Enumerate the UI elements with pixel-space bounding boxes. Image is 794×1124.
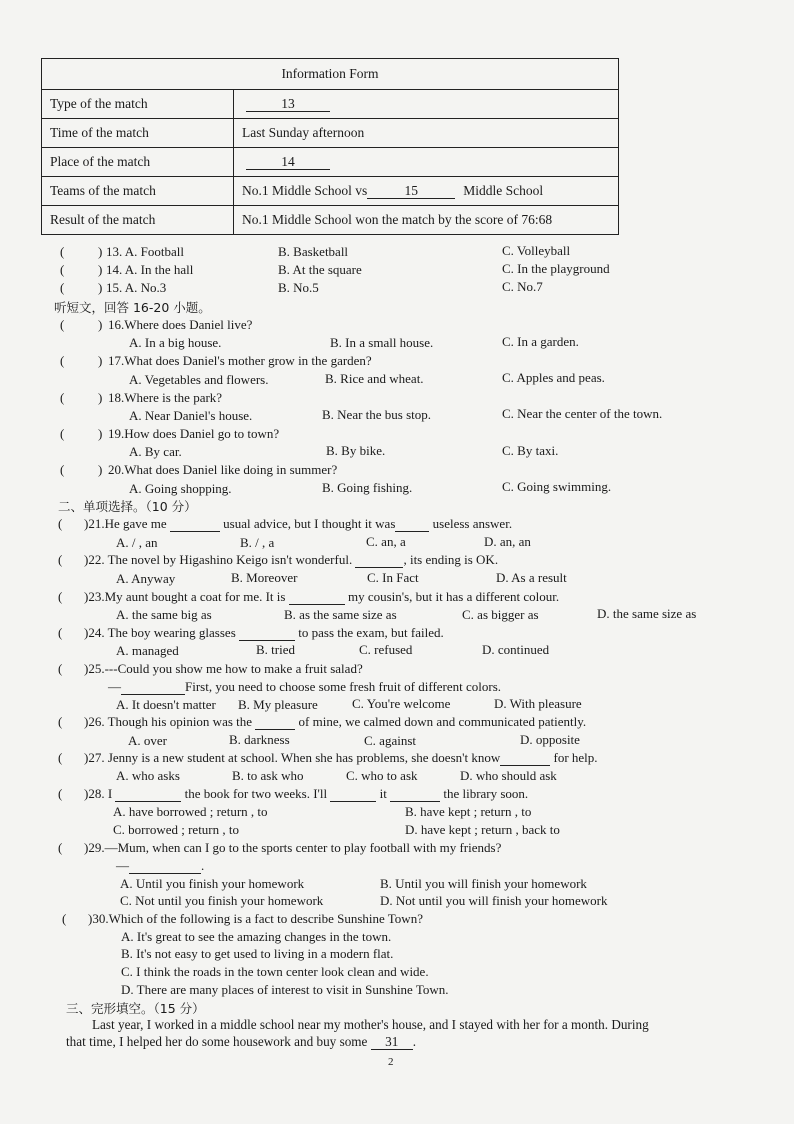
information-form (41, 58, 619, 235)
section-listen-heading: 听短文，回答 16-20 小题。 (54, 300, 211, 315)
form-row: Place of the match 14 (42, 148, 619, 177)
blank-14: 14 (246, 155, 330, 170)
form-row: Type of the match 13 (42, 90, 619, 119)
blank-15: 15 (367, 184, 455, 199)
section-2-heading: 二、单项选择。（10 分） (58, 499, 197, 514)
page-number: 2 (388, 1056, 394, 1068)
form-row: Teams of the match No.1 Middle School vs 15 Middle School (42, 177, 619, 206)
section-3-heading: 三、完形填空。（15 分） (66, 1001, 205, 1016)
blank-31: 31 (371, 1035, 413, 1050)
form-row: Time of the match Last Sunday afternoon (42, 119, 619, 148)
form-row: Result of the match No.1 Middle School won the match by the score of 76:68 (42, 206, 619, 235)
form-title: Information Form (42, 59, 619, 90)
blank-13: 13 (246, 97, 330, 112)
